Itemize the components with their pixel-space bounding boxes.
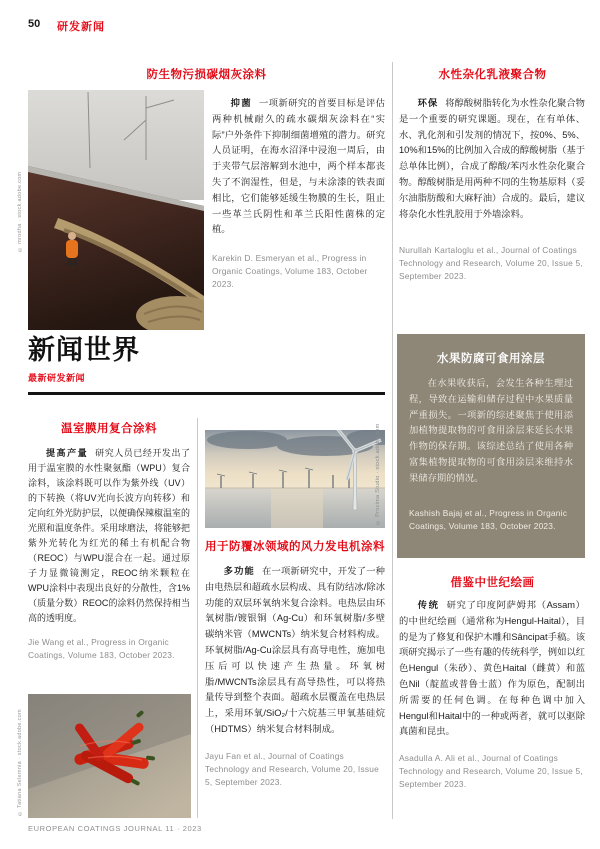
section-heading: 新闻世界 — [28, 335, 140, 365]
section-subheading: 最新研发新闻 — [28, 373, 86, 383]
wind-turbine-photo — [205, 423, 385, 528]
citation-wind-turbine: Jayu Fan et al., Journal of Coatings Technology and Research, Volume 20, Issue 5, September 2023. — [205, 750, 379, 787]
box-title-fruit-coating: 水果防腐可食用涂层 — [437, 353, 545, 365]
column-divider-main — [392, 62, 393, 819]
journal-footer: EUROPEAN COATINGS JOURNAL 11 · 2023 — [28, 824, 202, 833]
article-title-hybrid-latex: 水性杂化乳液聚合物 — [438, 69, 547, 81]
article-body-wind-turbine: 多功能 在一项新研究中，开发了一种由电热层和超疏水层构成、具有防结冰/除冰功能的双层环氧纳米复合涂料。电热层由环氧树脂/镀银铜（Ag-Cu）和环氧树脂/多壁碳纳米管（MWCNTs）纳米复合材料构成。环氧树脂/Ag-Cu涂层具有高导电性，施加电压后可以快速产生热量。环氧树脂/MWCNTs涂层具有高导热性，可以将热量传导到整个表面。超疏水层覆盖在电热层上，采用环氧/SiO₂/十六烷基三甲氧基硅烷（HDTMS）纳米复合材料制成。 — [205, 566, 385, 734]
citation-hybrid-latex: Nurullah Kartaloglu et al., Journal of Coatings Technology and Research, Volume 20, Issue 5, September 2023. — [399, 245, 583, 282]
article-body-medieval: 传统 研究了印度阿萨姆邦（Assam）的中世纪绘画（通常称为Hengul-Haital），目的是为了修复和保护木雕和Sâncipat手稿。该项研究揭示了一些有趣的传统科学，例如以红色Hengul（朱砂）、黄色Haital（雌黄）和蓝色Nil（靛蓝或普鲁士蓝）作为原色，配制出所需要的任何色调。在每种色调中加入Hengul和Haital中的一种或两者，就可以驱除真菌和昆虫。 — [399, 600, 585, 737]
citation-biofouling: Karekin D. Esmeryan et al., Progress in Organic Coatings, Volume 183, October 2023. — [212, 253, 368, 290]
photo-credit-chili: © Tatiana Selemnia · stock.adobe.com — [17, 709, 23, 816]
article-body-greenhouse: 提高产量 研究人员已经开发出了用于温室膜的水性聚氨酯（WPU）复合涂料，该涂料既可以作为紫外线（UV）的下转换（将UV光向长波方向转移）和定向红外光防护层，以便确保辣椒温室的光照和温度条件。采用球磨法，将能够把紫外光转化为红光的稀土有机配合物（REOC）与WPU混合在一起。通过原子力显微镜测定，REOC纳米颗粒在WPU涂料中表现出良好的分散性，含1%（质量分数）REOC的涂料仍然保持相当高的透明度。 — [28, 448, 190, 623]
article-body-hybrid-latex: 环保 将醇酸树脂转化为水性杂化聚合物是一个重要的研究课题。现在，在有单体、水、乳化剂和引发剂的情况下，按0%、5%、10%和15%的比例加入合成的醇酸树脂（基于总单体比例），合成了醇酸/苯丙水性杂化聚合物。醇酸树脂是用两种不同的生物基原料（妥尔油脂肪酸和大麻籽油）合成的。最后，建议将杂化水性乳胶用于外墙涂料。 — [399, 98, 585, 219]
fruit-coating-box — [397, 334, 585, 558]
article-title-medieval: 借鉴中世纪绘画 — [450, 577, 535, 589]
article-lead-wind-turbine: 多功能 — [223, 566, 256, 576]
article-lead-greenhouse: 提高产量 — [46, 448, 89, 458]
ship-photo — [28, 90, 204, 330]
page-number: 50 — [28, 18, 41, 30]
photo-credit-ship: © mrodha · stock.adobe.com — [17, 171, 23, 252]
citation-greenhouse: Jie Wang et al., Progress in Organic Coatings, Volume 183, October 2023. — [28, 637, 175, 660]
citation-medieval: Asadulla A. Ali et al., Journal of Coatings Technology and Research, Volume 20, Issue 5, September 2023. — [399, 753, 583, 790]
article-title-greenhouse: 温室膜用复合涂料 — [61, 423, 157, 435]
article-title-wind-turbine: 用于防覆冰领域的风力发电机涂料 — [205, 541, 385, 553]
article-lead-biofouling: 抑菌 — [230, 98, 253, 108]
section-label: 研发新闻 — [57, 21, 105, 33]
article-lead-medieval: 传统 — [417, 600, 440, 610]
article-title-biofouling: 防生物污损碳烟灰涂料 — [146, 69, 267, 81]
column-divider-left — [197, 418, 198, 818]
section-rule — [28, 392, 385, 395]
box-citation-fruit-coating: Kashish Bajaj et al., Progress in Organic Coatings, Volume 183, October 2023. — [409, 507, 568, 531]
article-lead-hybrid-latex: 环保 — [417, 98, 439, 108]
photo-credit-turbines: © Proxima Studio · stock.adobe.com — [375, 423, 381, 525]
chili-photo — [28, 694, 191, 818]
box-body-fruit-coating: 在水果收获后，会发生各种生理过程，导致在运输和储存过程中水果质量严重损失。一项新的综述聚焦于使用添加植物提取物的可食用涂层来延长水果作物的保存期。该综述总结了使用各种富集植物提取物的可食用涂层来维持水果储存期的情况。 — [409, 378, 573, 483]
article-body-biofouling: 抑菌 一项新研究的首要目标是评估两种机械耐久的疏水碳烟灰涂料在“实际”户外条件下抑制细菌增殖的潜力。研究人员证明，在海水沼泽中浸泡一周后，由于夹带气层溶解到水池中，两个样本都丧失了不润湿性，但是，与未涂漆的铁表面相比，它们能够延缓生物膜的生长，阻止一些革兰氏阴性和革兰氏阳性菌株的定植。 — [212, 98, 385, 235]
